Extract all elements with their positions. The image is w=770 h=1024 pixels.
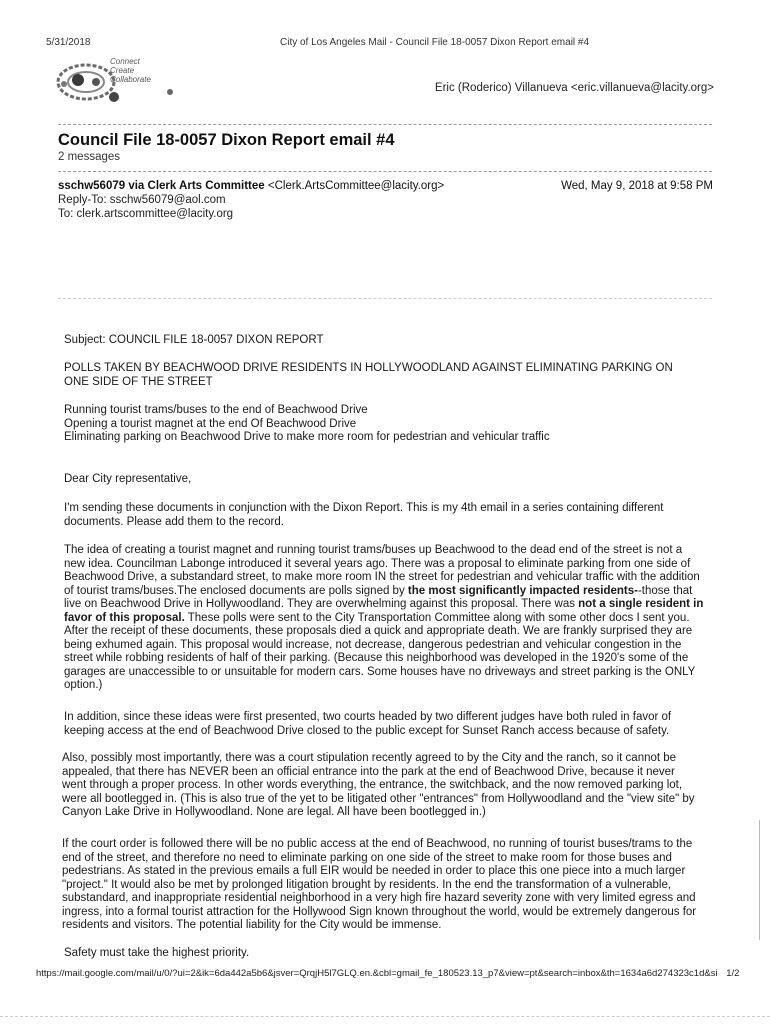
thread-title: Council File 18-0057 Dixon Report email #4 — [58, 131, 395, 149]
title-divider — [58, 171, 712, 172]
topic-item: Running tourist trams/buses to the end of Beachwood Drive — [64, 404, 368, 416]
print-page-number: 1/2 — [726, 968, 740, 979]
paragraph-2-emphasis-1: the most significantly impacted residents- — [407, 584, 638, 597]
paragraph-2-emphasis-2: not a single resident in favor of this proposal. — [64, 598, 704, 624]
paragraph-2 — [64, 544, 704, 693]
paragraph-6: Safety must take the highest priority. — [64, 947, 250, 959]
recipient-to: To: clerk.artscommittee@lacity.org — [58, 208, 234, 220]
paragraph-3: In addition, since these ideas were first presented, two courts headed by two different judges have both ruled in favor of keeping access at the end of Beachwood Drive closed to the public except for Sunset Ranch access because of safety. — [64, 711, 672, 737]
header-divider — [58, 124, 712, 125]
print-url — [36, 968, 739, 979]
print-page-title: City of Los Angeles Mail - Council File 18-0057 Dixon Report email #4 — [280, 37, 590, 48]
paragraph-2-part-c: -those that live on Beachwood Drive in Hollywoodland. They are overwhelming against this proposal. There was — [64, 584, 693, 610]
paragraph-4: Also, possibly most importantly, there was a court stipulation recently agreed to by the City and the ranch, so it cannot be appealed, that there has NEVER been an official entrance into the park at the end of Beachwood Drive, because it never went through a proper process. In other words everything, the entrance, the switchback, and the now removed parking lot, were all bootlegged in. (This is also true of the yet to be litigated other "entrances" from Hollywoodland and the "view site" by Canyon Lake Drive in Hollywoodland. None are legal. All have been bootlegged in.) — [62, 752, 695, 818]
scan-edge-mark — [759, 820, 760, 940]
polls-heading: POLLS TAKEN BY BEACHWOOD DRIVE RESIDENTS IN HOLLYWOODLAND AGAINST ELIMINATING PARKING ON ONE SIDE OF THE STREET — [64, 362, 673, 388]
message-sender — [58, 180, 444, 192]
logo-tagline — [110, 57, 151, 84]
paragraph-1: I'm sending these documents in conjunction with the Dixon Report. This is my 4th email in a series containing different documents. Please add them to the record. — [64, 502, 664, 528]
logo-line-3: Collaborate — [110, 75, 151, 84]
logo-line-2: Create — [110, 66, 135, 75]
paragraph-2-part-a: The idea of creating a tourist magnet and running tourist trams/buses up Beachwood to the dead end of the street is not a new idea. Councilman Labonge introduced it several years ago. There was a proposal to eliminate parking from one side of Beachwood Drive, a substandard street, to make more room IN the street for pedestrian and vehicular traffic with the addition of tourist trams/buses.The enclosed documents are polls signed by — [64, 544, 700, 597]
topic-item: Opening a tourist magnet at the end Of Beachwood Drive — [64, 417, 357, 430]
print-date: 5/31/2018 — [46, 37, 91, 48]
message-subject: Subject: COUNCIL FILE 18-0057 DIXON REPORT — [64, 334, 324, 346]
logo-line-1: Connect — [110, 57, 140, 66]
message-date: Wed, May 9, 2018 at 9:58 PM — [561, 180, 713, 192]
greeting: Dear City representative, — [64, 473, 192, 485]
message-count: 2 messages — [58, 151, 121, 163]
paragraph-5: If the court order is followed there will be no public access at the end of Beachwood, no running of tourist buses/trams to the end of the street, and therefore no need to eliminate parking on one side of the street to make room for those buses and pedestrians. As stated in the previous emails a full EIR would be needed in order to place this one piece into a much larger "project." It would also be met by prolonged litigation brought by residents. In the end the transformation of a vulnerable, substandard, and inappropriate residential neighborhood in a very high fire hazard severity zone with very limited egress and ingress, into a formal tourist attraction for the Hollywood Sign known throughout the world, would be extremely dangerous for residents and visitors. The potential liability for the City would be immense. — [62, 838, 697, 931]
reply-to: Reply-To: sschw56079@aol.com — [58, 194, 226, 206]
sender-email: <Clerk.ArtsCommittee@lacity.org> — [267, 180, 445, 192]
topic-list — [64, 404, 704, 445]
sender-name: sschw56079 via Clerk Arts Committee — [58, 180, 265, 192]
topic-item: Eliminating parking on Beachwood Drive to make more room for pedestrian and vehicular traffic — [64, 431, 550, 443]
print-url-text: https://mail.google.com/mail/u/0/?ui=2&ik=6da442a5b6&jsver=QrqjH5l7GLQ.en.&cbl=gmail_fe_180523.13_p7&view=pt&search=inbox&th=1634a6d274323c1d&si — [36, 968, 718, 979]
scan-bottom-edge — [0, 1016, 770, 1017]
account-user: Eric (Roderico) Villanueva <eric.villanueva@lacity.org> — [434, 82, 714, 94]
paragraph-2-part-e: These polls were sent to the City Transportation Committee along with some other docs I sent you. After the receipt of these documents, these proposals died a quick and appropriate death. We are frankly surprised they are being exhumed again. This proposal would increase, not decrease, dangerous pedestrian and vehicular congestion in the street while robbing residents of half of their parking. (Because this neighborhood was developed in the 1920's some of the garages are unaccessible to or unsuitable for modern cars. Some houses have no driveways and street parking is the ONLY option.) — [64, 611, 696, 691]
scan-divider — [58, 298, 712, 299]
